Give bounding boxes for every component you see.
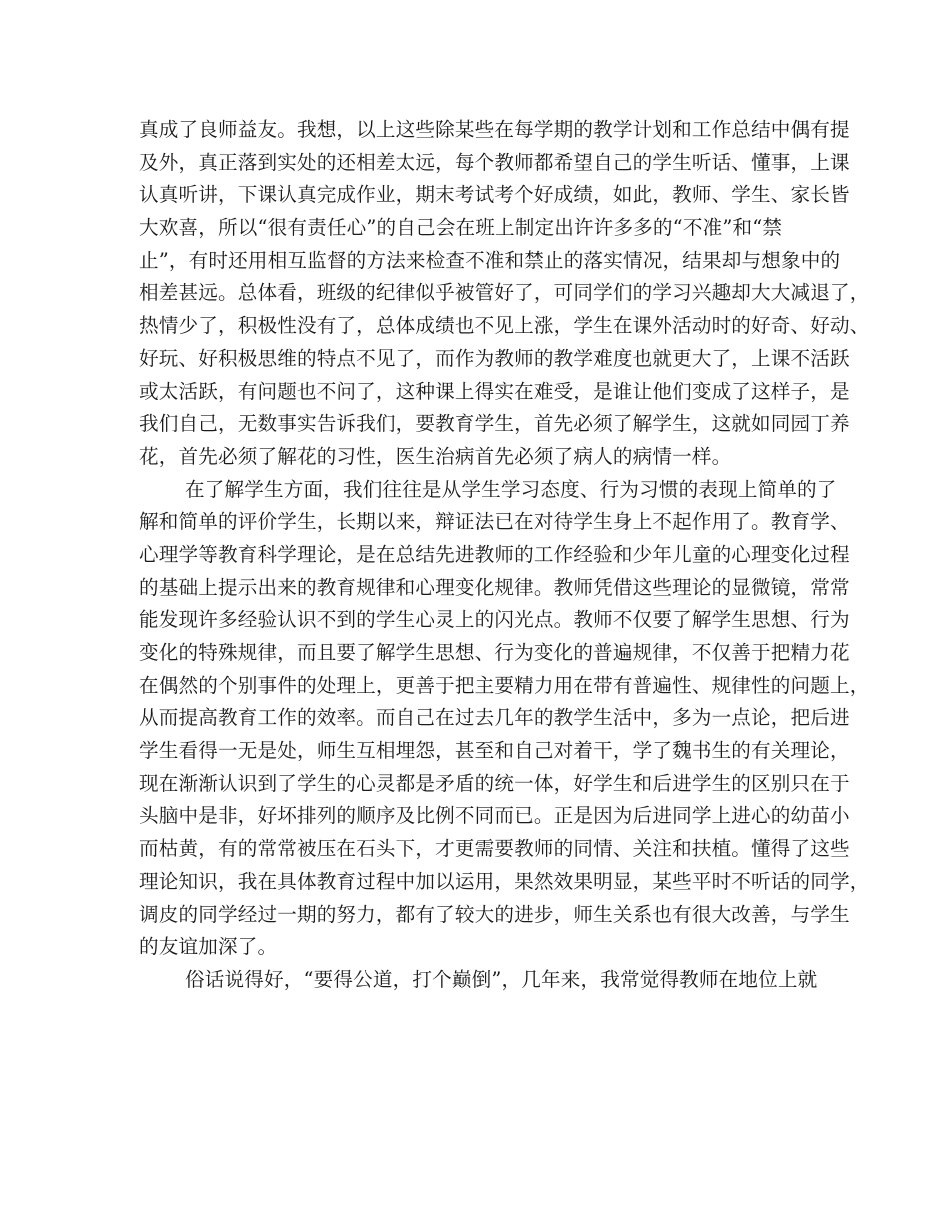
text-line: 理论知识，我在具体教育过程中加以运用，果然效果明显，某些平时不听话的同学， bbox=[139, 869, 870, 893]
text-line: 而枯黄，有的常常被压在石头下，才更需要教师的同情、关注和扶植。懂得了这些 bbox=[139, 837, 850, 861]
text-line: 的基础上提示出来的教育规律和心理变化规律。教师凭借这些理论的显微镜，常常 bbox=[139, 575, 850, 599]
text-line: 或太活跃，有问题也不问了，这种课上得实在难受，是谁让他们变成了这样子，是 bbox=[139, 379, 850, 403]
text-line: 热情少了，积极性没有了，总体成绩也不见上涨，学生在课外活动时的好奇、好动、 bbox=[139, 314, 870, 338]
body-text bbox=[139, 114, 870, 997]
text-line: 在偶然的个别事件的处理上，更善于把主要精力用在带有普遍性、规律性的问题上， bbox=[139, 673, 870, 697]
text-line: 现在渐渐认识到了学生的心灵都是矛盾的统一体，好学生和后进学生的区别只在于 bbox=[139, 771, 850, 795]
text-line: 大欢喜，所以“很有责任心”的自己会在班上制定出许许多多的“不准”和“禁 bbox=[139, 216, 783, 240]
text-line: 学生看得一无是处，师生互相埋怨，甚至和自己对着干，学了魏书生的有关理论， bbox=[139, 739, 850, 763]
text-line: 调皮的同学经过一期的努力，都有了较大的进步，师生关系也有很大改善，与学生 bbox=[139, 902, 850, 926]
text-line: 解和简单的评价学生，长期以来，辩证法已在对待学生身上不起作用了。教育学、 bbox=[139, 510, 850, 534]
paragraph-first-line: 在了解学生方面，我们往往是从学生学习态度、行为习惯的表现上简单的了 bbox=[185, 477, 837, 501]
text-line: 我们自己，无数事实告诉我们，要教育学生，首先必须了解学生，这就如同园丁养 bbox=[139, 412, 850, 436]
text-line: 好玩、好积极思维的特点不见了，而作为教师的教学难度也就更大了，上课不活跃 bbox=[139, 346, 850, 370]
text-line: 的友谊加深了。 bbox=[139, 935, 278, 959]
text-line: 变化的特殊规律，而且要了解学生思想、行为变化的普遍规律，不仅善于把精力花 bbox=[139, 641, 850, 664]
text-line: 真成了良师益友。我想，以上这些除某些在每学期的教学计划和工作总结中偶有提 bbox=[139, 118, 850, 141]
text-line: 能发现许多经验认识不到的学生心灵上的闪光点。教师不仅要了解学生思想、行为 bbox=[139, 608, 850, 632]
paragraph-first-line: 俗话说得好，“要得公道，打个巅倒”，几年来，我常觉得教师在地位上就 bbox=[185, 967, 818, 991]
text-line: 止”，有时还用相互监督的方法来检查不准和禁止的落实情况，结果却与想象中的 bbox=[139, 248, 841, 272]
text-line: 花，首先必须了解花的习性，医生治病首先必须了病人的病情一样。 bbox=[139, 444, 732, 468]
text-line: 心理学等教育科学理论，是在总结先进教师的工作经验和少年儿童的心理变化过程 bbox=[139, 542, 850, 566]
text-line: 相差甚远。总体看，班级的纪律似乎被管好了，可同学们的学习兴趣却大大减退了， bbox=[139, 281, 870, 305]
text-line: 认真听讲，下课认真完成作业，期末考试考个好成绩，如此，教师、学生、家长皆 bbox=[139, 183, 850, 207]
text-line: 从而提高教育工作的效率。而自己在过去几年的教学生活中，多为一点论，把后进 bbox=[139, 706, 850, 730]
text-line: 头脑中是非，好坏排列的顺序及比例不同而已。正是因为后进同学上进心的幼苗小 bbox=[139, 804, 850, 828]
text-line: 及外，真正落到实处的还相差太远，每个教师都希望自己的学生听话、懂事，上课 bbox=[139, 150, 850, 174]
